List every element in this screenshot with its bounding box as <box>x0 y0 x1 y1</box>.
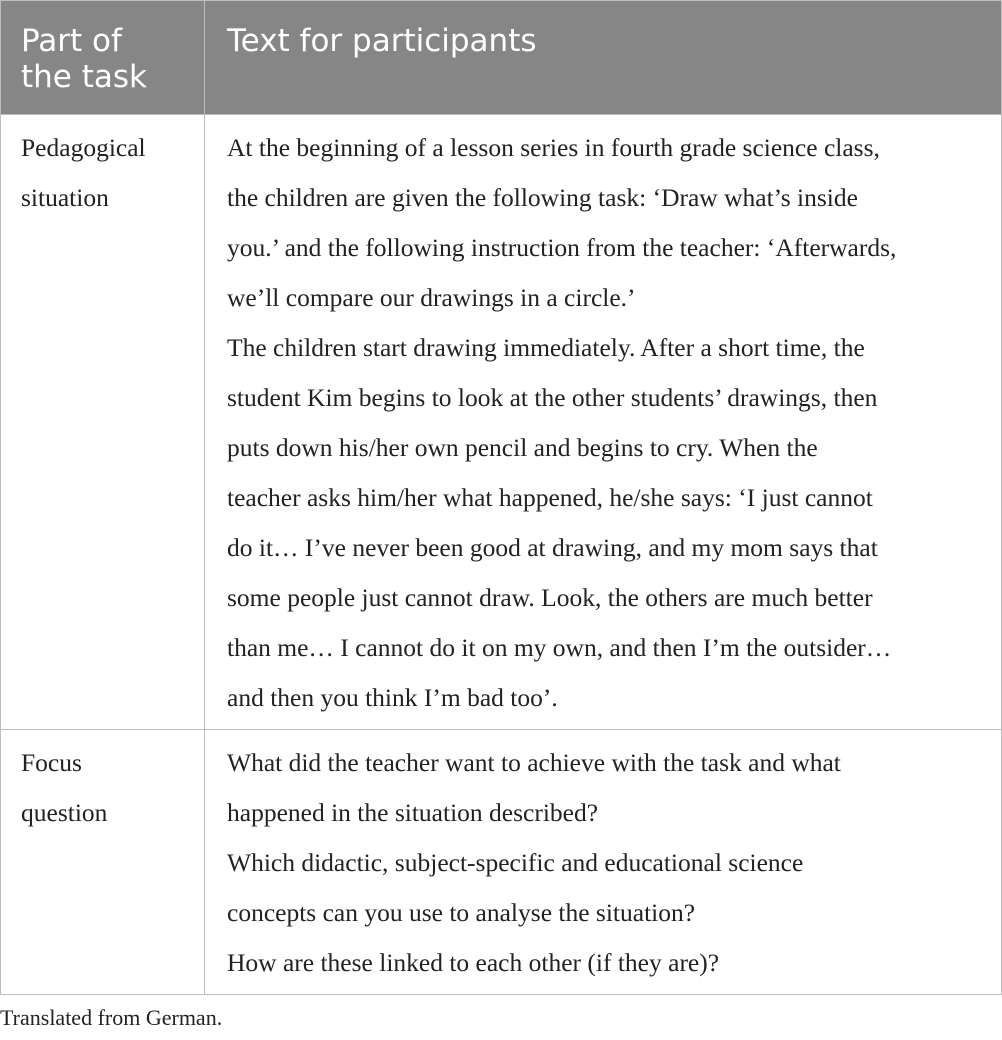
row-label-pedagogical-situation <box>1 115 205 730</box>
header-part-of-task <box>1 1 205 115</box>
text-line: do it… I’ve never been good at drawing, and my mom says that <box>227 533 878 562</box>
text-line: happened in the situation described? <box>227 798 599 827</box>
table-row <box>1 115 1002 730</box>
text-line: the children are given the following task: ‘Draw what’s inside <box>227 183 858 212</box>
label-line: question <box>21 798 108 827</box>
text-line: puts down his/her own pencil and begins to cry. When the <box>227 433 818 462</box>
label-line: situation <box>21 183 109 212</box>
text-line: The children start drawing immediately. After a short time, the <box>227 333 865 362</box>
header-line: Part of <box>21 23 122 59</box>
table-header-row <box>1 1 1002 115</box>
row-label-focus-question <box>1 730 205 995</box>
text-line: What did the teacher want to achieve with the task and what <box>227 748 841 777</box>
text-line: we’ll compare our drawings in a circle.’ <box>227 283 636 312</box>
label-line: Pedagogical <box>21 133 146 162</box>
text-line: than me… I cannot do it on my own, and then I’m the outsider… <box>227 633 892 662</box>
label-line: Focus <box>21 748 82 777</box>
table-footnote: Translated from German. <box>0 1005 223 1030</box>
text-line: How are these linked to each other (if they are)? <box>227 948 720 977</box>
text-line: you.’ and the following instruction from the teacher: ‘Afterwards, <box>227 233 897 262</box>
text-line: some people just cannot draw. Look, the others are much better <box>227 583 873 612</box>
text-line: concepts can you use to analyse the situation? <box>227 898 696 927</box>
header-text-for-participants: Text for participants <box>205 1 1002 115</box>
table-row <box>1 730 1002 995</box>
text-line: teacher asks him/her what happened, he/she says: ‘I just cannot <box>227 483 873 512</box>
text-line: At the beginning of a lesson series in fourth grade science class, <box>227 133 880 162</box>
text-line: Which didactic, subject-specific and educational science <box>227 848 804 877</box>
text-line: student Kim begins to look at the other students’ drawings, then <box>227 383 878 412</box>
focus-question-text <box>205 730 1002 995</box>
situation-text <box>205 115 1002 730</box>
text-line: and then you think I’m bad too’. <box>227 683 558 712</box>
header-line: the task <box>21 59 147 95</box>
